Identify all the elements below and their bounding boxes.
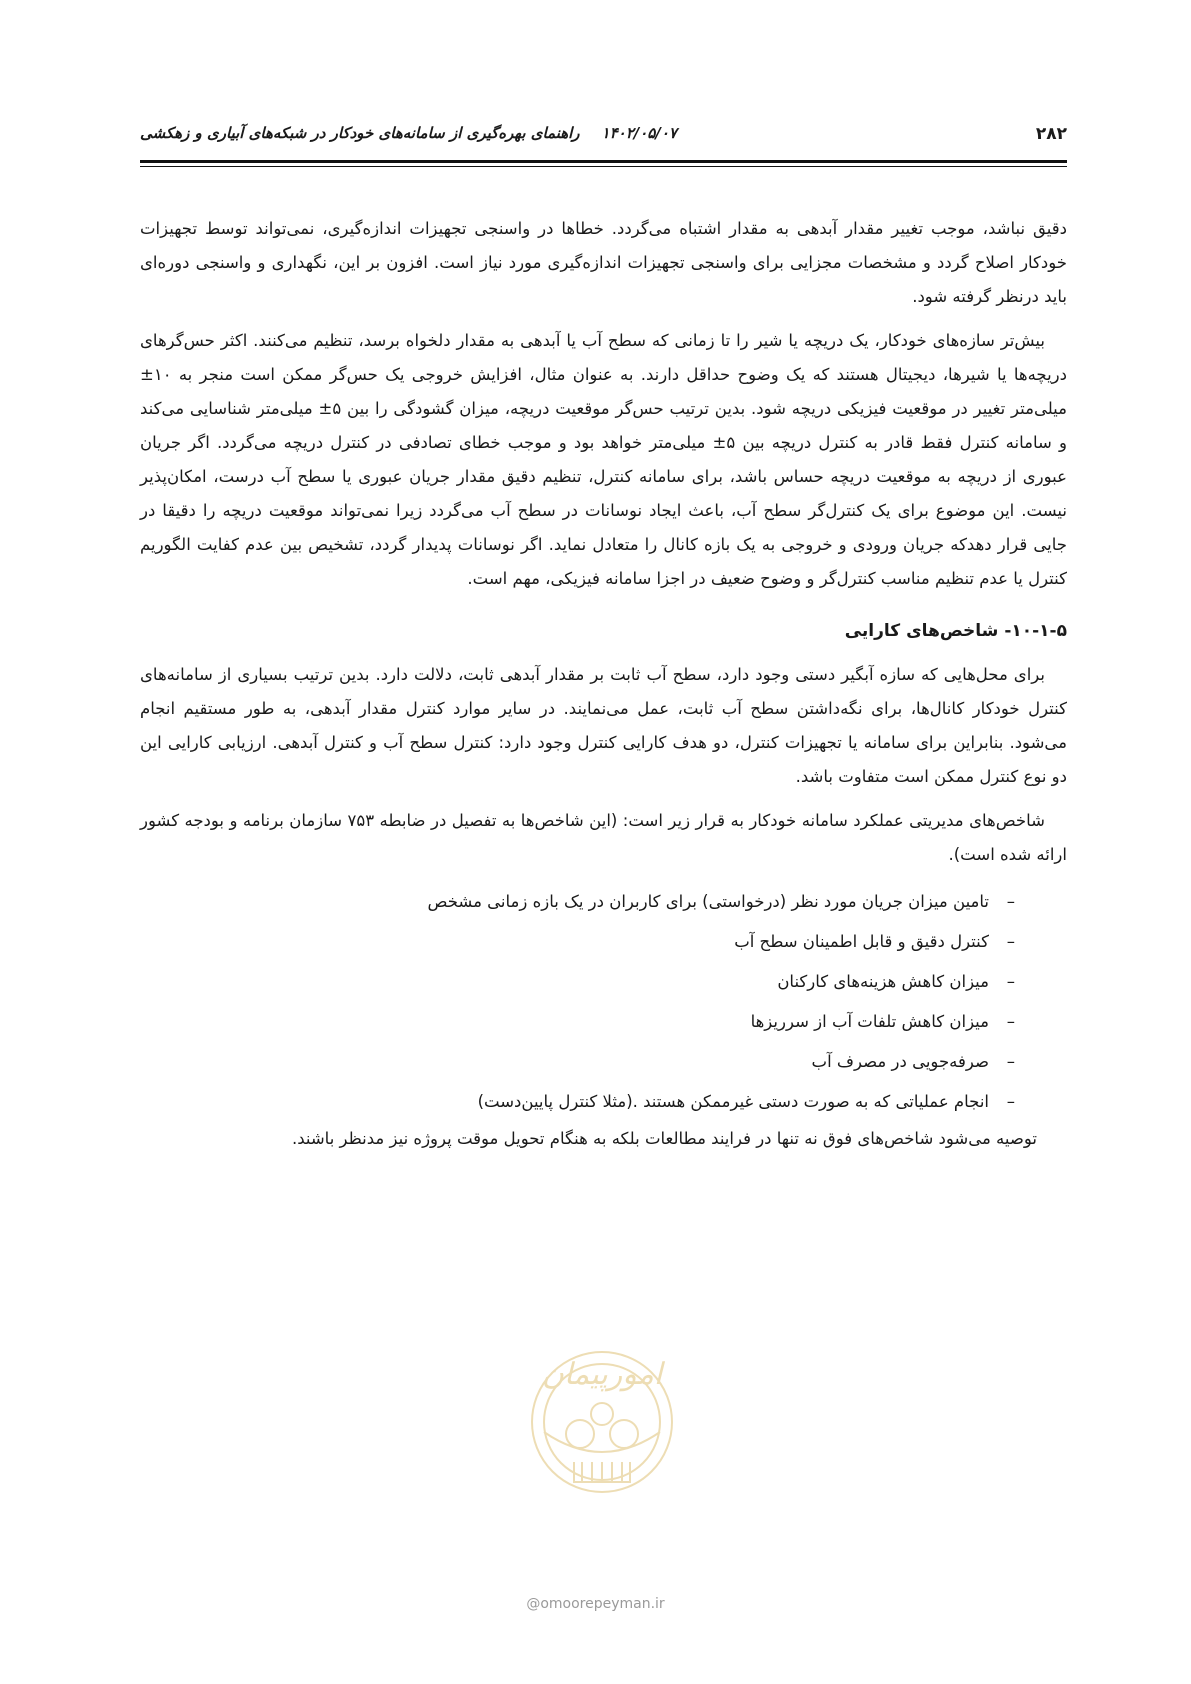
list-item: –میزان کاهش هزینه‌های کارکنان bbox=[140, 962, 1015, 1002]
bullet-dash: – bbox=[1006, 1012, 1015, 1031]
page-number: ۲۸۲ bbox=[1035, 124, 1067, 144]
paragraph: شاخص‌های مدیریتی عملکرد سامانه خودکار به قرار زیر است: (این شاخص‌ها به تفصیل در ضابطه ۷۵۳ سازمان برنامه و بودجه کشور ارائه شده است). bbox=[140, 811, 1067, 864]
paragraph: برای محل‌هایی که سازه آبگیر دستی وجود دارد، سطح آب ثابت بر مقدار آبدهی ثابت، دلالت دارد. بدین ترتیب بسیاری از سامانه‌های کنترل خودکار کانال‌ها، برای نگه‌داشتن سطح آب ثابت، عمل می‌نمایند. در سایر موارد کنترل مقدار آبدهی، به طور مستقیم انجام می‌شود. بنابراین برای سامانه یا تجهیزات کنترل، دو هدف کارایی کنترل وجود دارد: کنترل سطح آب و کنترل آبدهی. ارزیابی کارایی این دو نوع کنترل ممکن است متفاوت باشد. bbox=[140, 665, 1067, 786]
running-header bbox=[140, 124, 1067, 164]
watermark-logo bbox=[462, 1322, 742, 1502]
indicator-list bbox=[140, 882, 1067, 1122]
list-item: –میزان کاهش تلفات آب از سرریزها bbox=[140, 1002, 1015, 1042]
watermark-logo-text: امورپیمان bbox=[541, 1357, 663, 1392]
header-title-line bbox=[140, 124, 677, 142]
bullet-dash: – bbox=[1006, 972, 1015, 991]
header-rule-thick bbox=[140, 160, 1067, 163]
paragraph: دقیق نباشد، موجب تغییر مقدار آبدهی به مقدار اشتباه می‌گردد. خطاها در واسنجی تجهیزات اندازه‌گیری، نمی‌تواند توسط تجهیزات خودکار اصلاح گردد و مشخصات مجزایی برای واسنجی تجهیزات اندازه‌گیری مورد نیاز است. افزون بر این، نگهداری و واسنجی دوره‌ای باید درنظر گرفته شود. bbox=[140, 219, 1067, 306]
list-item: –تامین میزان جریان مورد نظر (درخواستی) برای کاربران در یک بازه زمانی مشخص bbox=[140, 882, 1015, 922]
bullet-dash: – bbox=[1006, 892, 1015, 911]
section-heading: ۱۰-۱-۵- شاخص‌های کارایی bbox=[844, 621, 1067, 641]
list-item: –صرفه‌جویی در مصرف آب bbox=[140, 1042, 1015, 1082]
recommendation-paragraph: توصیه می‌شود شاخص‌های فوق نه تنها در فرایند مطالعات بلکه به هنگام تحویل موقت پروژه نیز مدنظر باشند. bbox=[291, 1129, 1037, 1148]
page-body bbox=[140, 212, 1067, 1166]
header-rule-thin bbox=[140, 166, 1067, 167]
bullet-dash: – bbox=[1006, 1052, 1015, 1071]
header-title: راهنمای بهره‌گیری از سامانه‌های خودکار در شبکه‌های آبیاری و زهکشی bbox=[140, 124, 580, 142]
list-item: –انجام عملیاتی که به صورت دستی غیرممکن هستند .(مثلا کنترل پایین‌دست) bbox=[140, 1082, 1015, 1122]
bullet-dash: – bbox=[1006, 932, 1015, 951]
paragraph: بیش‌تر سازه‌های خودکار، یک دریچه یا شیر را تا زمانی که سطح آب یا آبدهی به مقدار دلخواه برسد، تنظیم می‌کنند. اکثر حس‌گرهای دریچه‌ها یا شیرها، دیجیتال هستند که یک وضوح حداقل دارند. به عنوان مثال، افزایش خروجی یک حس‌گر ممکن است منجر به ۱۰± میلی‌متر تغییر در موقعیت فیزیکی دریچه شود. بدین ترتیب حس‌گر موقعیت دریچه، میزان گشودگی را بین ۵± میلی‌متر شناسایی می‌کند و سامانه کنترل فقط قادر به کنترل دریچه بین ۵± میلی‌متر خواهد بود و موجب خطای تصادفی در کنترل دریچه می‌گردد. اگر جریان عبوری از دریچه به موقعیت دریچه حساس باشد، برای سامانه کنترل، تنظیم دقیق مقدار جریان عبوری یا سطح آب درست، امکان‌پذیر نیست. این موضوع برای یک کنترل‌گر سطح آب، باعث ایجاد نوسانات در سطح آب می‌گردد زیرا نمی‌تواند موقعیت دریچه را دقیقا در جایی قرار دهدکه جریان ورودی و خروجی به یک بازه کانال را متعادل نماید. اگر نوسانات پدیدار گردد، تشخیص بین عدم کفایت الگوریم کنترل یا عدم تنظیم مناسب کنترل‌گر و وضوح ضعیف در اجزا سامانه فیزیکی، مهم است. bbox=[140, 331, 1067, 588]
header-date: ۱۴۰۲/۰۵/۰۷ bbox=[601, 124, 677, 142]
watermark-url: @omoorepeyman.ir bbox=[526, 1596, 665, 1612]
list-item: –کنترل دقیق و قابل اطمینان سطح آب bbox=[140, 922, 1015, 962]
bullet-dash: – bbox=[1006, 1092, 1015, 1111]
